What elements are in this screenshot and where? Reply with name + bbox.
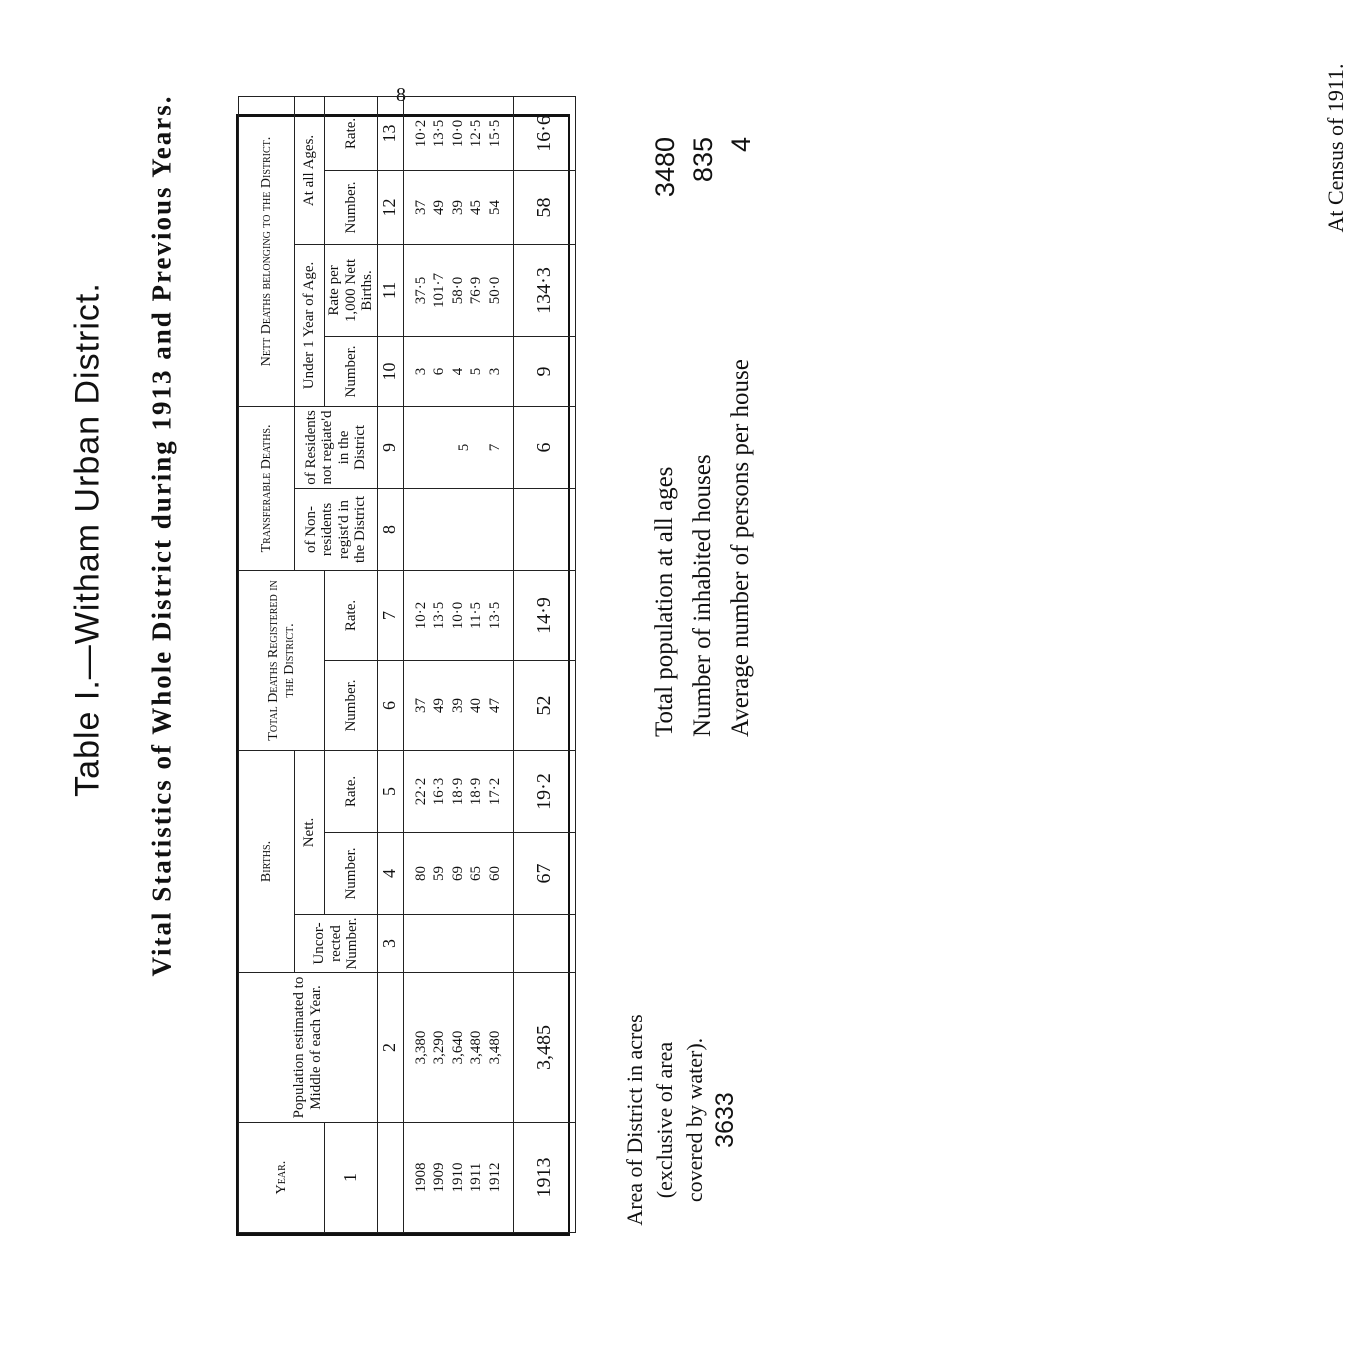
header-nett-rate: Rate. bbox=[325, 96, 378, 170]
cell-births-num bbox=[403, 833, 513, 915]
value-deaths-num: 40 bbox=[468, 697, 485, 713]
value-births-num: 59 bbox=[431, 866, 448, 881]
value-year: 1909 bbox=[431, 1162, 448, 1193]
value-infant-num: 3 bbox=[486, 367, 503, 376]
houses-value: 835 bbox=[688, 137, 718, 183]
header-nett-deaths: Nett Deaths belonging to the District. bbox=[239, 96, 295, 406]
value-res: 5 bbox=[455, 443, 472, 452]
value-births-rate: 17·2 bbox=[486, 777, 503, 806]
cell-nett-rate bbox=[403, 96, 513, 170]
value-deaths-num: 37 bbox=[413, 697, 429, 713]
persons-per-house-value: 4 bbox=[726, 137, 756, 153]
value-year: 1908 bbox=[413, 1162, 429, 1193]
current-infant-rate: 134·3 bbox=[513, 244, 575, 336]
vital-statistics-table bbox=[238, 96, 576, 1233]
cell-population bbox=[403, 973, 513, 1123]
value-births-rate: 18·9 bbox=[468, 777, 485, 806]
value-nett-rate: 12·5 bbox=[468, 119, 485, 148]
value-deaths-num: 49 bbox=[431, 697, 448, 713]
value-population: 3,480 bbox=[468, 1030, 485, 1065]
houses-label: Number of inhabited houses bbox=[689, 454, 716, 737]
value-deaths-rate: 10·2 bbox=[413, 601, 429, 630]
value-res: 7 bbox=[486, 443, 503, 452]
value-infant-rate: 101·7 bbox=[431, 272, 448, 308]
current-nett-num: 58 bbox=[513, 170, 575, 244]
col-index-5: 5 bbox=[377, 750, 403, 832]
value-births-rate: 18·9 bbox=[449, 777, 466, 806]
value-infant-num: 5 bbox=[468, 367, 485, 376]
value-infant-num: 4 bbox=[449, 367, 466, 376]
current-births-num: 67 bbox=[513, 833, 575, 915]
area-label-line-1: Area of District in acres bbox=[622, 1014, 647, 1226]
value-deaths-num: 47 bbox=[486, 697, 503, 713]
value-year: 1911 bbox=[468, 1162, 485, 1193]
header-infant-number: Number. bbox=[325, 336, 378, 406]
value-deaths-rate: 13·5 bbox=[431, 601, 448, 630]
value-nett-num: 49 bbox=[431, 199, 448, 215]
area-label-line-2: (exclusive of area bbox=[652, 1041, 677, 1199]
cell-births-rate bbox=[403, 750, 513, 832]
header-nonresidents: of Non-residents regist'd in the District bbox=[295, 488, 378, 570]
value-nett-num: 37 bbox=[413, 199, 429, 215]
header-under-1-year: Under 1 Year of Age. bbox=[295, 244, 325, 406]
population-summary bbox=[646, 137, 760, 737]
col-index-7: 7 bbox=[377, 570, 403, 660]
header-year: Year. bbox=[239, 1123, 325, 1233]
cell-nonres bbox=[403, 488, 513, 570]
value-nett-rate: 15·5 bbox=[486, 119, 503, 148]
value-births-rate: 16·3 bbox=[431, 777, 448, 806]
area-note bbox=[620, 910, 740, 1330]
header-births-number: Number. bbox=[325, 833, 378, 915]
current-year-row bbox=[513, 96, 575, 1232]
value-infant-num: 3 bbox=[413, 367, 429, 376]
value-infant-rate: 37·5 bbox=[413, 276, 429, 305]
value-nett-num: 45 bbox=[468, 199, 485, 215]
col-index-1: 1 bbox=[325, 1123, 378, 1233]
title-block bbox=[0, 0, 236, 1348]
table-title: Table I.—Witham Urban District. bbox=[68, 282, 107, 797]
header-deaths-number: Number. bbox=[325, 660, 378, 750]
current-population: 3,485 bbox=[513, 973, 575, 1123]
header-nett: Nett. bbox=[295, 750, 325, 914]
value-nett-num: 39 bbox=[449, 199, 466, 215]
value-births-rate: 22·2 bbox=[413, 777, 429, 806]
col-index-2: 2 bbox=[377, 973, 403, 1123]
previous-years-rows bbox=[403, 96, 513, 1232]
statistics-table-frame bbox=[236, 114, 570, 1236]
value-population: 3,290 bbox=[431, 1030, 448, 1065]
cell-deaths-rate bbox=[403, 570, 513, 660]
current-deaths-num: 52 bbox=[513, 660, 575, 750]
col-index-13: 13 bbox=[377, 96, 403, 170]
persons-per-house-label: Average number of persons per house bbox=[727, 359, 754, 737]
header-population: Population estimated to Middle of each Year. bbox=[239, 973, 378, 1123]
cell-year bbox=[403, 1123, 513, 1233]
col-index-9: 9 bbox=[377, 406, 403, 488]
cell-res bbox=[403, 406, 513, 488]
value-population: 3,640 bbox=[449, 1030, 466, 1065]
header-all-ages: At all Ages. bbox=[295, 96, 325, 244]
cell---blank bbox=[403, 915, 513, 973]
value-births-num: 80 bbox=[413, 866, 429, 881]
value-births-num: 69 bbox=[449, 866, 466, 881]
current-infant-num: 9 bbox=[513, 336, 575, 406]
value-births-num: 60 bbox=[486, 866, 503, 881]
census-label: At Census of 1911. bbox=[1323, 63, 1348, 233]
value-nett-rate: 13·5 bbox=[431, 119, 448, 148]
value-infant-rate: 58·0 bbox=[449, 276, 466, 305]
population-value: 3480 bbox=[650, 137, 680, 198]
current-res: 6 bbox=[513, 406, 575, 488]
current-nonres bbox=[513, 488, 575, 570]
value-year: 1912 bbox=[486, 1162, 503, 1193]
value-deaths-rate: 13·5 bbox=[486, 601, 503, 630]
col-index-4: 4 bbox=[377, 833, 403, 915]
area-value: 3633 bbox=[711, 1092, 739, 1148]
value-infant-rate: 76·9 bbox=[468, 276, 485, 305]
value-infant-rate: 50·0 bbox=[486, 276, 503, 305]
value-nett-num: 54 bbox=[486, 199, 503, 215]
col-index-12: 12 bbox=[377, 170, 403, 244]
value-deaths-rate: 11·5 bbox=[468, 602, 485, 629]
header-births-rate: Rate. bbox=[325, 750, 378, 832]
header-infant-rate: Rate per 1,000 Nett Births. bbox=[325, 244, 378, 336]
header-total-deaths: Total Deaths Registered in the District. bbox=[239, 570, 325, 750]
header-nett-number: Number. bbox=[325, 170, 378, 244]
current-deaths-rate: 14·9 bbox=[513, 570, 575, 660]
col-index-10: 10 bbox=[377, 336, 403, 406]
current---blank bbox=[513, 915, 575, 973]
col-index-3: 3 bbox=[377, 915, 403, 973]
area-label-line-3: covered by water). bbox=[682, 1037, 707, 1203]
cell-infant-num bbox=[403, 336, 513, 406]
table-subtitle: Vital Statistics of Whole District during 1913 and Previous Years. bbox=[146, 94, 177, 977]
header-births: Births. bbox=[239, 750, 295, 972]
header-residents: of Residents not regiate'd in the District bbox=[295, 406, 378, 488]
value-year: 1910 bbox=[449, 1162, 466, 1193]
value-births-num: 65 bbox=[468, 866, 485, 881]
cell-nett-num bbox=[403, 170, 513, 244]
page-number: 8 bbox=[396, 84, 406, 106]
current-year: 1913 bbox=[513, 1123, 575, 1233]
col-index-8: 8 bbox=[377, 488, 403, 570]
value-infant-num: 6 bbox=[431, 367, 448, 376]
value-population: 3,380 bbox=[413, 1030, 429, 1065]
value-population: 3,480 bbox=[486, 1030, 503, 1065]
header-transferable-deaths: Transferable Deaths. bbox=[239, 406, 295, 570]
header-deaths-rate: Rate. bbox=[325, 570, 378, 660]
population-label: Total population at all ages bbox=[651, 466, 678, 737]
col-index-11: 11 bbox=[377, 244, 403, 336]
current-nett-rate: 16·6 bbox=[513, 96, 575, 170]
cell-infant-rate bbox=[403, 244, 513, 336]
value-nett-rate: 10·2 bbox=[413, 119, 429, 148]
cell-deaths-num bbox=[403, 660, 513, 750]
value-deaths-rate: 10·0 bbox=[449, 601, 466, 630]
header-uncorrected-number: Uncor-rected Number. bbox=[295, 915, 378, 973]
current-births-rate: 19·2 bbox=[513, 750, 575, 832]
value-deaths-num: 39 bbox=[449, 697, 466, 713]
value-nett-rate: 10·0 bbox=[449, 119, 466, 148]
col-index-6: 6 bbox=[377, 660, 403, 750]
